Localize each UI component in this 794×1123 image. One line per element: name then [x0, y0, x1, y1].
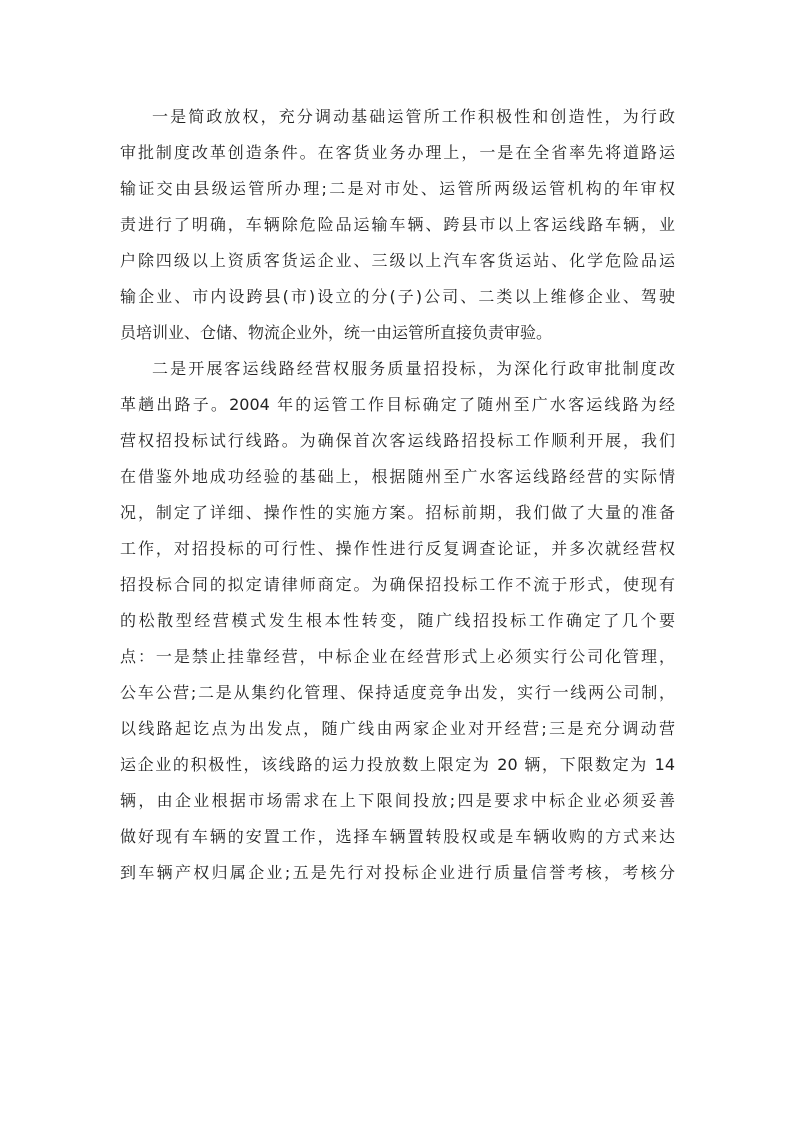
text-line: 营权招投标试行线路。为确保首次客运线路招投标工作顺利开展，我们	[120, 431, 675, 450]
paragraph-2	[120, 351, 675, 891]
text-line: 输企业、市内设跨县(市)设立的分(子)公司、二类以上维修企业、驾驶	[120, 287, 675, 306]
text-line: 点：一是禁止挂靠经营，中标企业在经营形式上必须实行公司化管理，	[120, 647, 675, 666]
text-line: 二是开展客运线路经营权服务质量招投标，为深化行政审批制度改	[152, 359, 675, 378]
text-line: 一是简政放权，充分调动基础运管所工作积极性和创造性，为行政	[152, 107, 675, 126]
text-line: 输证交由县级运管所办理;二是对市处、运管所两级运管机构的年审权	[120, 179, 675, 198]
text-line: 员培训业、仓储、物流企业外，统一由运管所直接负责审验。	[120, 323, 553, 342]
text-line: 招投标合同的拟定请律师商定。为确保招投标工作不流于形式，使现有	[120, 575, 675, 594]
text-line: 况，制定了详细、操作性的实施方案。招标前期，我们做了大量的准备	[120, 503, 675, 522]
text-line: 运企业的积极性，该线路的运力投放数上限定为 20 辆，下限数定为 14	[120, 755, 675, 774]
text-line: 做好现有车辆的安置工作，选择车辆置转股权或是车辆收购的方式来达	[120, 827, 675, 846]
text-line: 在借鉴外地成功经验的基础上，根据随州至广水客运线路经营的实际情	[120, 467, 675, 486]
text-line: 以线路起讫点为出发点，随广线由两家企业对开经营;三是充分调动营	[120, 719, 675, 738]
text-line: 责进行了明确，车辆除危险品运输车辆、跨县市以上客运线路车辆，业	[120, 215, 675, 234]
text-line: 革趟出路子。2004 年的运管工作目标确定了随州至广水客运线路为经	[120, 395, 675, 414]
text-line: 审批制度改革创造条件。在客货业务办理上，一是在全省率先将道路运	[120, 143, 675, 162]
text-line: 到车辆产权归属企业;五是先行对投标企业进行质量信誉考核，考核分	[120, 863, 675, 882]
document-body	[120, 99, 675, 891]
text-line: 工作，对招投标的可行性、操作性进行反复调查论证，并多次就经营权	[120, 539, 675, 558]
text-line: 的松散型经营模式发生根本性转变，随广线招投标工作确定了几个要	[120, 611, 675, 630]
text-line: 辆，由企业根据市场需求在上下限间投放;四是要求中标企业必须妥善	[120, 791, 675, 810]
text-line: 户除四级以上资质客货运企业、三级以上汽车客货运站、化学危险品运	[120, 251, 675, 270]
paragraph-1	[120, 99, 675, 351]
text-line: 公车公营;二是从集约化管理、保持适度竞争出发，实行一线两公司制，	[120, 683, 675, 702]
